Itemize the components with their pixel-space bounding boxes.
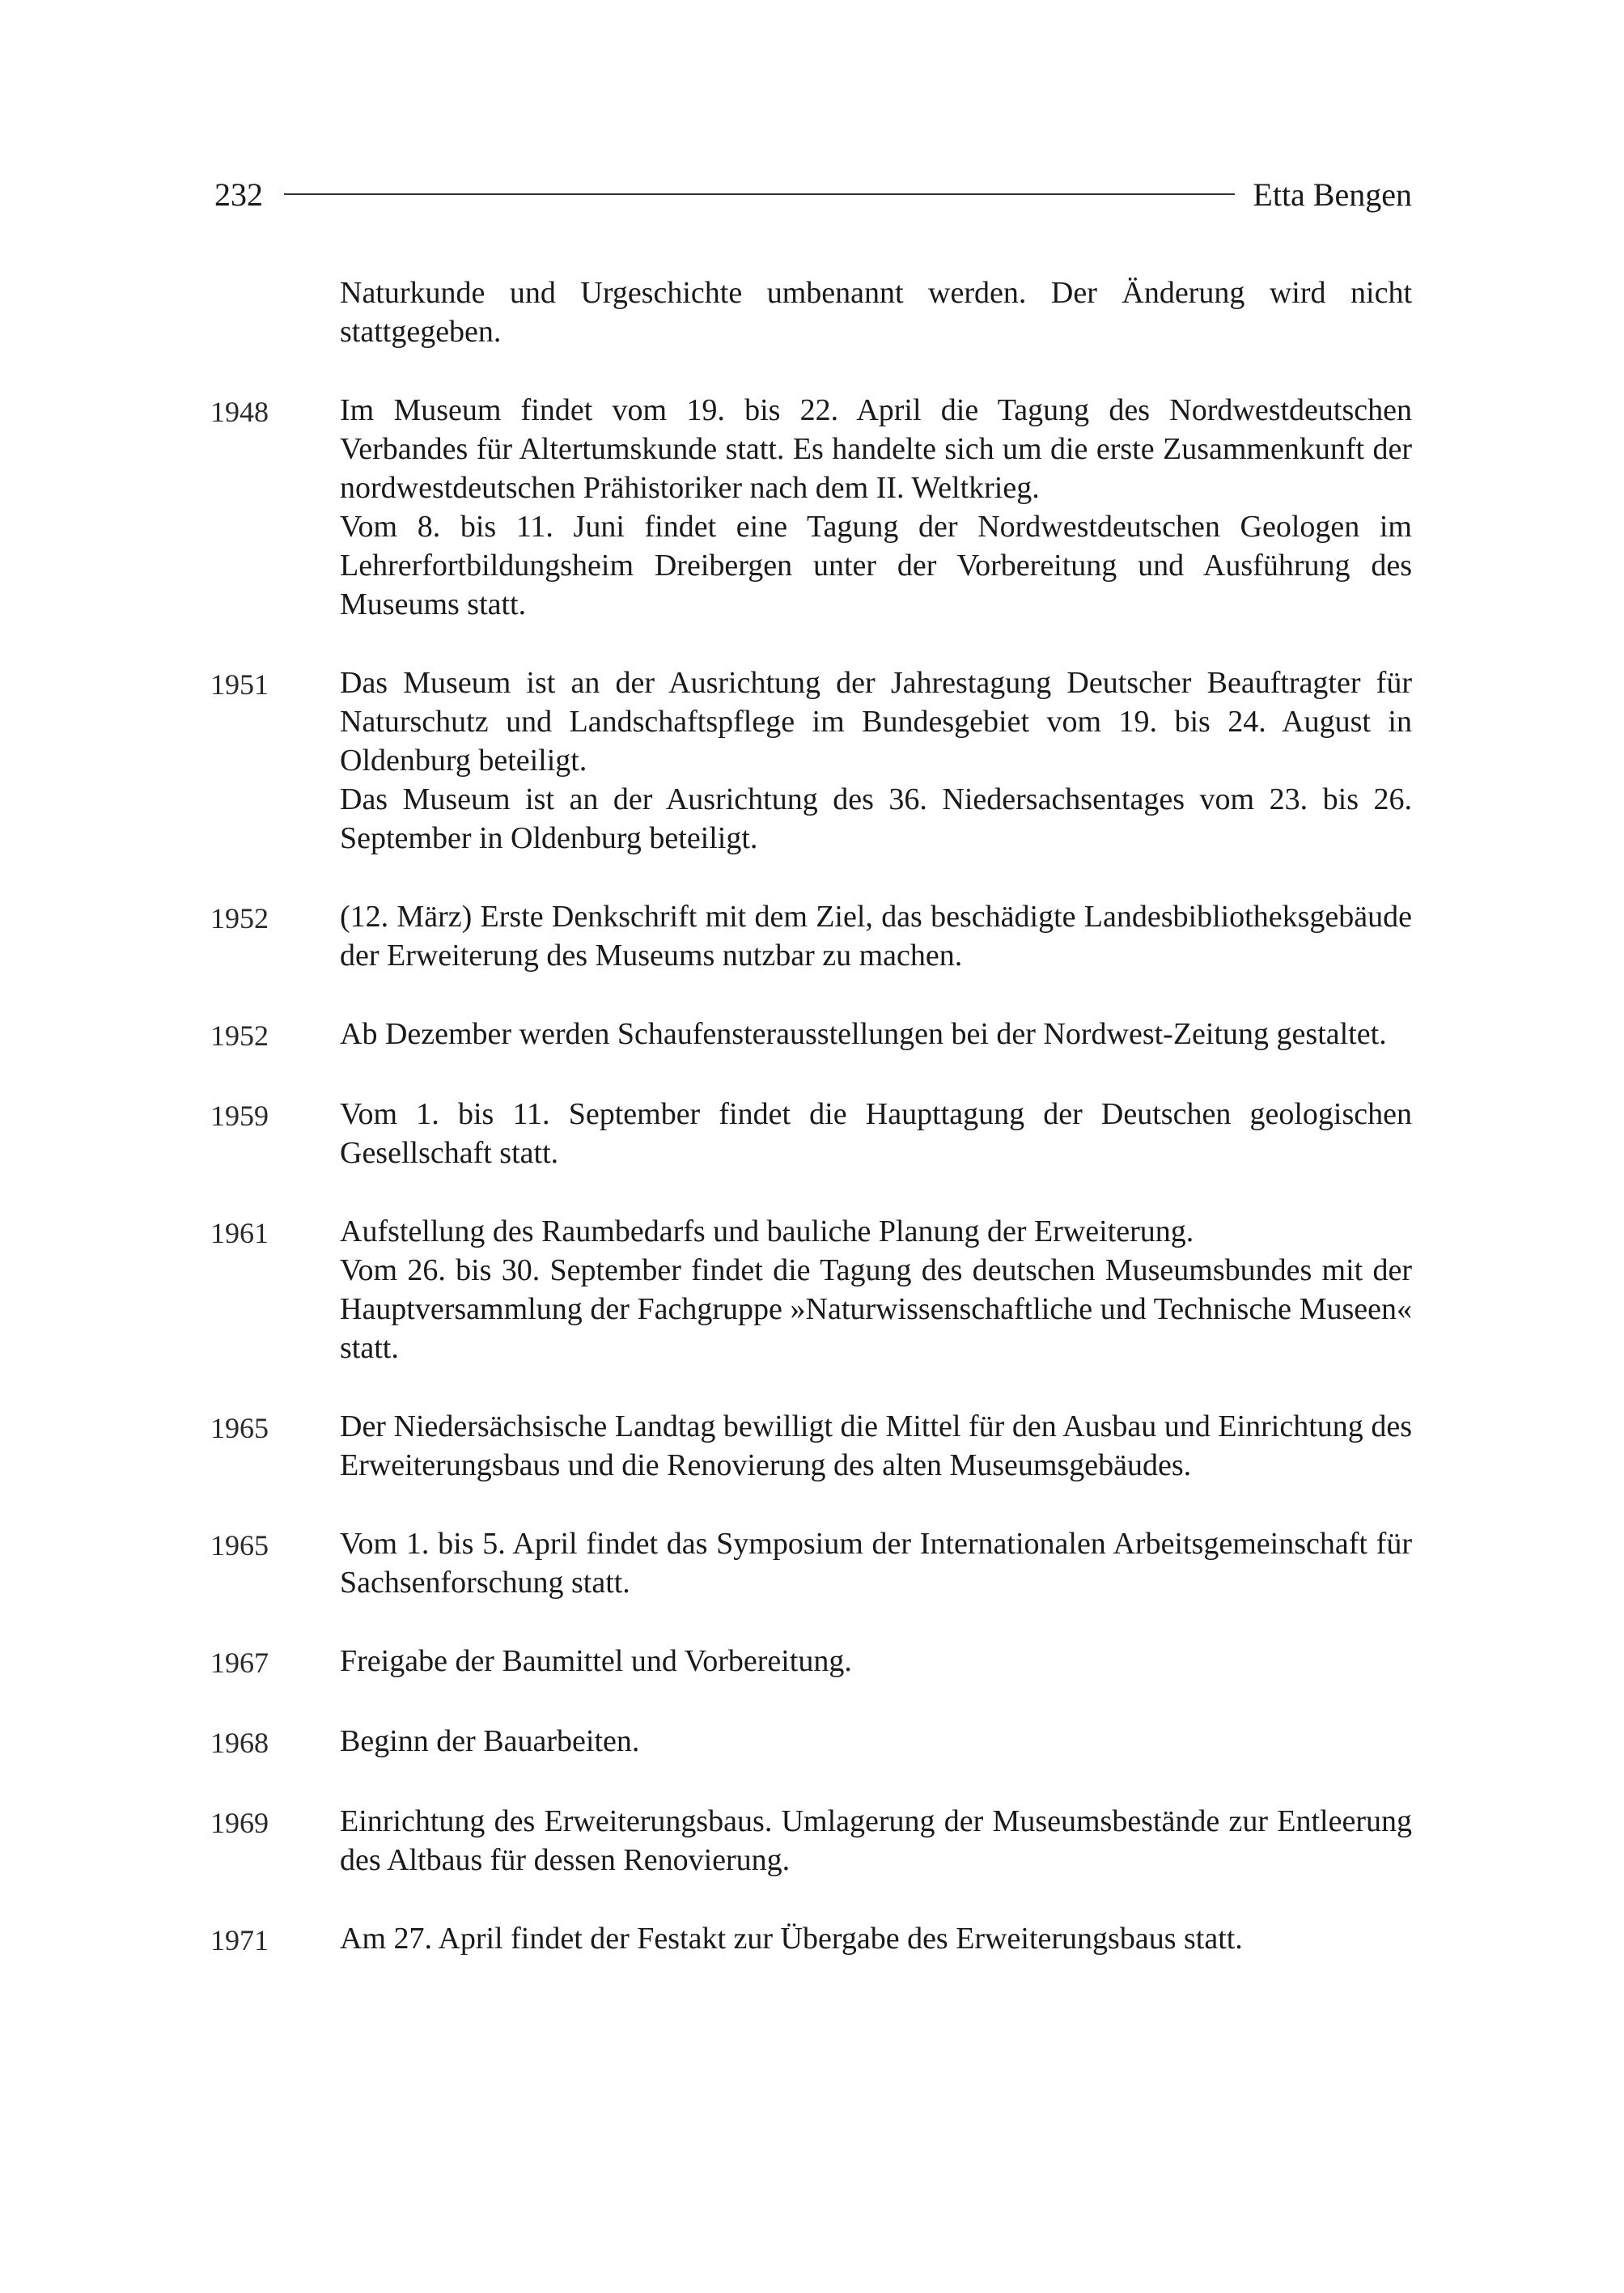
chronology-entry bbox=[210, 1919, 1412, 1960]
entry-paragraph: Naturkunde und Urgeschichte umbenannt werden. Der Änderung wird nicht stattgegeben. bbox=[340, 276, 1412, 349]
entry-text bbox=[340, 1722, 1412, 1762]
entry-text bbox=[340, 1095, 1412, 1172]
header-rule bbox=[284, 193, 1235, 195]
entry-text bbox=[340, 273, 1412, 351]
chronology-entry bbox=[210, 1095, 1412, 1172]
entry-text bbox=[340, 897, 1412, 975]
chronology-entry bbox=[210, 1407, 1412, 1485]
entry-year: 1952 bbox=[210, 902, 269, 935]
chronology-entry bbox=[210, 1722, 1412, 1762]
entry-year: 1967 bbox=[210, 1647, 269, 1679]
entry-year: 1971 bbox=[210, 1924, 269, 1956]
chronology-list bbox=[210, 273, 1412, 1999]
entry-year: 1965 bbox=[210, 1412, 269, 1444]
chronology-entry bbox=[210, 1015, 1412, 1055]
entry-year: 1959 bbox=[210, 1100, 269, 1132]
entry-text bbox=[340, 1407, 1412, 1485]
page-number: 232 bbox=[214, 176, 263, 213]
entry-year bbox=[210, 273, 340, 351]
entry-paragraph: Vom 1. bis 5. April findet das Symposium der Internationalen Arbeitsgemeinschaft für Sachsenforschung statt. bbox=[340, 1527, 1412, 1600]
entry-text bbox=[340, 1524, 1412, 1602]
chronology-entry bbox=[210, 391, 1412, 624]
chronology-entry bbox=[210, 273, 1412, 351]
entry-paragraph: Am 27. April findet der Festakt zur Übergabe des Erweiterungsbaus statt. bbox=[340, 1922, 1243, 1956]
chronology-entry bbox=[210, 1642, 1412, 1682]
chronology-entry bbox=[210, 897, 1412, 975]
entry-text bbox=[340, 1642, 1412, 1682]
chronology-entry bbox=[210, 1212, 1412, 1367]
entry-year: 1965 bbox=[210, 1529, 269, 1562]
entry-paragraph: Beginn der Bauarbeiten. bbox=[340, 1724, 640, 1758]
entry-paragraph: Das Museum ist an der Ausrichtung des 36. Niedersachsentages vom 23. bis 26. September in Oldenburg beteiligt. bbox=[340, 782, 1412, 855]
entry-text bbox=[340, 663, 1412, 858]
entry-text bbox=[340, 1802, 1412, 1880]
entry-year: 1952 bbox=[210, 1019, 269, 1052]
running-header bbox=[214, 170, 1412, 218]
entry-paragraph: Vom 26. bis 30. September findet die Tagung des deutschen Museumsbundes mit der Hauptversammlung der Fachgruppe »Naturwissenschaftliche und Technische Museen« statt. bbox=[340, 1253, 1412, 1365]
entry-paragraph: Aufstellung des Raumbedarfs und bauliche Planung der Erweiterung. bbox=[340, 1214, 1194, 1248]
entry-text bbox=[340, 1015, 1412, 1055]
entry-year: 1948 bbox=[210, 396, 269, 428]
entry-paragraph: Vom 1. bis 11. September findet die Haupttagung der Deutschen geologischen Gesellschaft statt. bbox=[340, 1097, 1412, 1170]
entry-paragraph: (12. März) Erste Denkschrift mit dem Ziel, das beschädigte Landesbibliotheksgebäude der Erweiterung des Museums nutzbar zu machen. bbox=[340, 900, 1412, 973]
entry-text bbox=[340, 1212, 1412, 1367]
entry-text bbox=[340, 1919, 1412, 1960]
entry-paragraph: Freigabe der Baumittel und Vorbereitung. bbox=[340, 1644, 852, 1678]
chronology-entry bbox=[210, 1802, 1412, 1880]
running-author: Etta Bengen bbox=[1253, 176, 1412, 213]
chronology-entry bbox=[210, 663, 1412, 858]
entry-paragraph: Vom 8. bis 11. Juni findet eine Tagung der Nordwestdeutschen Geologen im Lehrerfortbildungsheim Dreibergen unter der Vorbereitung und Ausführung des Museums statt. bbox=[340, 510, 1412, 621]
entry-text bbox=[340, 391, 1412, 624]
entry-year: 1968 bbox=[210, 1727, 269, 1759]
entry-paragraph: Ab Dezember werden Schaufensterausstellungen bei der Nordwest-Zeitung gestaltet. bbox=[340, 1017, 1387, 1051]
entry-year: 1951 bbox=[210, 668, 269, 701]
entry-paragraph: Einrichtung des Erweiterungsbaus. Umlagerung der Museumsbestände zur Entleerung des Altbaus für dessen Renovierung. bbox=[340, 1804, 1412, 1877]
entry-paragraph: Der Niedersächsische Landtag bewilligt die Mittel für den Ausbau und Einrichtung des Erweiterungsbaus und die Renovierung des alten Museumsgebäudes. bbox=[340, 1409, 1412, 1482]
entry-paragraph: Das Museum ist an der Ausrichtung der Jahrestagung Deutscher Beauftragter für Naturschutz und Landschaftspflege im Bundesgebiet vom 19. bis 24. August in Oldenburg beteiligt. bbox=[340, 666, 1412, 778]
entry-year: 1969 bbox=[210, 1807, 269, 1839]
chronology-entry bbox=[210, 1524, 1412, 1602]
entry-year: 1961 bbox=[210, 1217, 269, 1249]
entry-paragraph: Im Museum findet vom 19. bis 22. April die Tagung des Nordwestdeutschen Verbandes für Altertumskunde statt. Es handelte sich um die erste Zusammenkunft der nordwestdeutschen Prähistoriker nach dem II. Weltkrieg. bbox=[340, 393, 1412, 505]
